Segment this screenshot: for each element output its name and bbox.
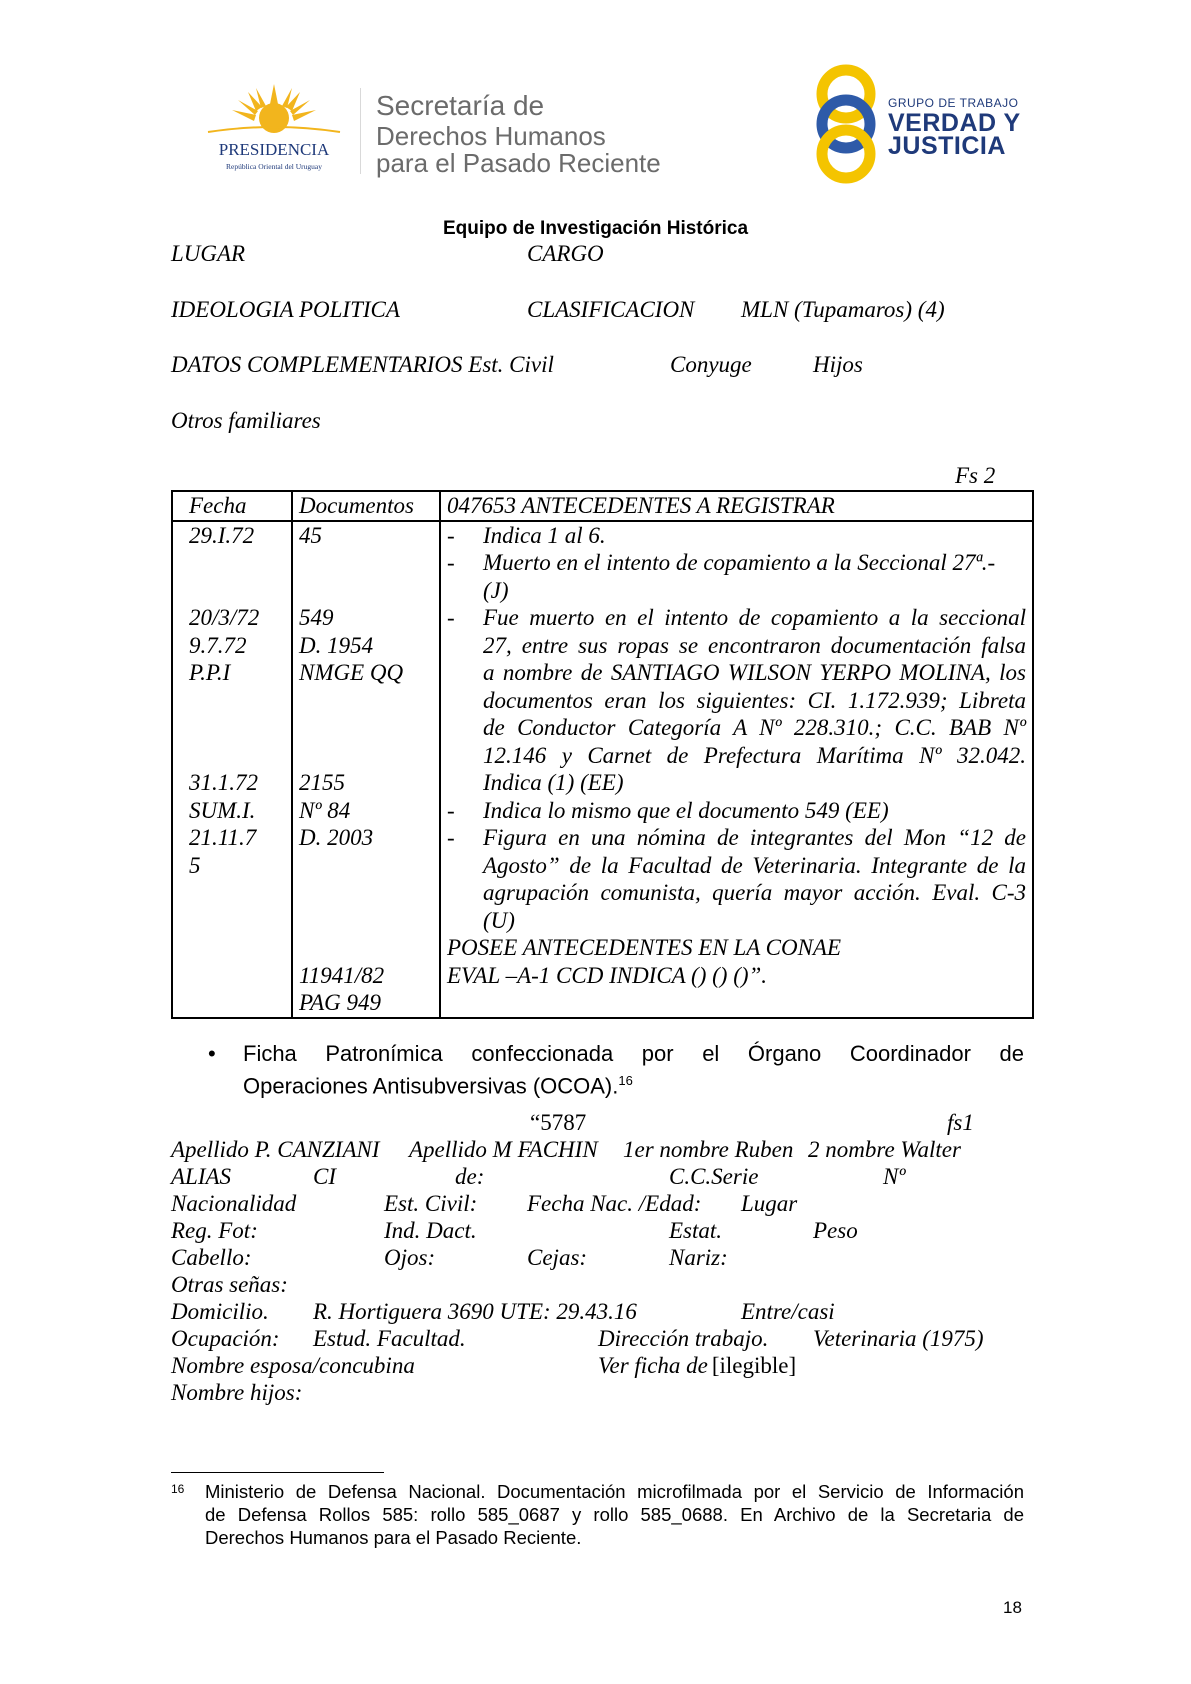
fecha-line: 9.7.72 bbox=[189, 632, 247, 658]
doc-line: 45 bbox=[299, 522, 322, 548]
field-conyuge: Conyuge bbox=[670, 352, 752, 377]
ficha-cejas: Cejas: bbox=[527, 1245, 588, 1270]
header-fecha: Fecha bbox=[172, 491, 292, 521]
footnote-ref: 16 bbox=[618, 1073, 633, 1088]
footnote-number: 16 bbox=[171, 1482, 185, 1496]
footnote-line: Derechos Humanos para el Pasado Reciente. bbox=[205, 1527, 582, 1548]
team-title: Equipo de Investigación Histórica bbox=[442, 218, 749, 239]
doc-line: Nº 84 bbox=[299, 797, 351, 823]
fecha-line: 21.11.7 bbox=[189, 825, 257, 850]
ficha-estat: Estat. bbox=[669, 1218, 723, 1243]
antecedente-entry: - Muerto en el intento de copamiento a la Seccional 27ª.- (J) bbox=[447, 550, 996, 603]
ficha-direccion: Dirección trabajo. bbox=[598, 1326, 769, 1351]
bullet-line-2: Operaciones Antisubversivas (OCOA). bbox=[243, 1073, 619, 1099]
header-antecedentes: 047653 ANTECEDENTES A REGISTRAR bbox=[440, 491, 1033, 521]
fecha-line: P.P.I bbox=[189, 660, 231, 685]
ficha-peso: Peso bbox=[813, 1218, 858, 1243]
ficha-ocupacion-value: Estud. Facultad. bbox=[313, 1326, 466, 1351]
ficha-otras-senas: Otras señas: bbox=[171, 1272, 288, 1297]
ficha-alias: ALIAS bbox=[171, 1164, 232, 1189]
ficha-cc-serie: C.C.Serie bbox=[669, 1164, 759, 1189]
ficha-cabello: Cabello: bbox=[171, 1245, 252, 1270]
ficha-ci: CI bbox=[313, 1164, 336, 1189]
ficha-apellido-p: Apellido P. CANZIANI bbox=[171, 1137, 380, 1162]
trailing-line: POSEE ANTECEDENTES EN LA CONAE bbox=[447, 935, 842, 960]
ficha-apellido-m: Apellido M FACHIN bbox=[409, 1137, 598, 1162]
doc-line: D. 1954 bbox=[299, 632, 374, 658]
ficha-number: “5787 bbox=[530, 1110, 587, 1135]
table-header-row bbox=[172, 491, 1033, 521]
ficha-domicilio-value: R. Hortiguera 3690 UTE: 29.43.16 bbox=[313, 1299, 637, 1324]
documentos-cell bbox=[292, 521, 440, 1018]
ficha-ocupacion: Ocupación: bbox=[171, 1326, 280, 1351]
sun-emblem-icon bbox=[196, 82, 352, 142]
table-row bbox=[172, 521, 1033, 1018]
bullet-symbol: • bbox=[208, 1041, 216, 1066]
doc-line: PAG 949 bbox=[299, 990, 381, 1015]
antecedentes-cell bbox=[440, 521, 1033, 1018]
fecha-cell bbox=[172, 521, 292, 1018]
doc-line: 549 bbox=[299, 605, 334, 630]
field-lugar: LUGAR bbox=[171, 241, 246, 266]
org-name-line-2: Derechos Humanos bbox=[376, 121, 606, 151]
doc-line: 11941/82 bbox=[299, 962, 385, 988]
ficha-domicilio: Domicilio. bbox=[171, 1299, 269, 1324]
ficha-nombre2: 2 nombre Walter bbox=[808, 1137, 961, 1162]
antecedente-entry: - Indica lo mismo que el documento 549 (EE) bbox=[447, 797, 889, 823]
antecedente-entry: - Figura en una nómina de integrantes del Mon “12 de Agosto” de la Facultad de Veterinaria. Integrante de la agrupación comunista, quería mayor acción. Eval. C-3 (U) bbox=[447, 825, 1026, 933]
page-number: 18 bbox=[1003, 1598, 1022, 1617]
fecha-line: 20/3/72 bbox=[189, 605, 260, 630]
ficha-esposa: Nombre esposa/concubina bbox=[171, 1353, 415, 1378]
ficha-reg-fot: Reg. Fot: bbox=[171, 1218, 258, 1243]
antecedentes-table bbox=[171, 490, 1034, 1019]
field-ideologia: IDEOLOGIA POLITICA bbox=[171, 297, 400, 322]
org-name-line-1: Secretaría de bbox=[376, 90, 545, 121]
verdad-justicia-rings-icon bbox=[810, 62, 882, 186]
ficha-ind-dact: Ind. Dact. bbox=[384, 1218, 477, 1243]
presidencia-logo-text: PRESIDENCIA bbox=[218, 140, 330, 159]
fecha-line: 29.I.72 bbox=[189, 522, 255, 548]
header-documentos: Documentos bbox=[292, 491, 440, 521]
header-divider bbox=[360, 88, 361, 174]
presidencia-logo-subtext: República Oriental del Uruguay bbox=[225, 162, 322, 171]
ficha-ver-ficha-line bbox=[598, 1353, 796, 1379]
ficha-entre: Entre/casi bbox=[741, 1299, 835, 1324]
ficha-lugar: Lugar bbox=[741, 1191, 798, 1216]
doc-line: D. 2003 bbox=[299, 825, 374, 850]
ficha-ilegible: [ilegible] bbox=[711, 1353, 797, 1378]
doc-line: NMGE QQ bbox=[299, 660, 404, 685]
ficha-nariz: Nariz: bbox=[669, 1245, 728, 1270]
footnote-line: de Defensa Rollos 585: rollo 585_0687 y rollo 585_0688. En Archivo de la Secretaria de bbox=[205, 1504, 1024, 1525]
ficha-hijos: Nombre hijos: bbox=[171, 1380, 303, 1405]
ficha-no: Nº bbox=[883, 1164, 906, 1189]
ficha-ojos: Ojos: bbox=[384, 1245, 436, 1270]
trailing-line: EVAL –A-1 CCD INDICA () () ()”. bbox=[447, 962, 768, 988]
ficha-fs: fs1 bbox=[947, 1110, 974, 1135]
ficha-de: de: bbox=[455, 1164, 485, 1189]
field-clasificacion: CLASIFICACION bbox=[527, 297, 695, 322]
doc-line: 2155 bbox=[299, 770, 345, 795]
bullet-line-1: Ficha Patronímica confeccionada por el Órgano Coordinador de bbox=[243, 1041, 1024, 1066]
footnote-line: Ministerio de Defensa Nacional. Documentación microfilmada por el Servicio de Información bbox=[205, 1481, 1024, 1502]
ficha-est-civil: Est. Civil: bbox=[384, 1191, 478, 1216]
org-name-line-3: para el Pasado Reciente bbox=[376, 148, 661, 178]
ficha-ver-ficha: Ver ficha de bbox=[598, 1353, 708, 1378]
ficha-nacionalidad: Nacionalidad bbox=[171, 1191, 297, 1216]
vj-small-text: GRUPO DE TRABAJO bbox=[888, 96, 1019, 110]
vj-line-1: VERDAD Y bbox=[888, 109, 1021, 137]
ficha-direccion-value: Veterinaria (1975) bbox=[813, 1326, 984, 1351]
ficha-fecha-nac: Fecha Nac. /Edad: bbox=[527, 1191, 702, 1216]
field-clasificacion-value: MLN (Tupamaros) (4) bbox=[741, 297, 945, 322]
antecedente-entry: - Fue muerto en el intento de copamiento a la seccional 27, entre sus ropas se encontraron documentación falsa a nombre de SANTIAGO WILSON YERPO MOLINA, los documentos eran los siguientes: CI. 1.172.939; Libreta de Conductor Categoría A Nº 228.310.; C.C. BAB Nº 12.146 y Carnet de Prefectura Marítima Nº 32.042. Indica (1) (EE) bbox=[447, 605, 1026, 795]
field-otros: Otros familiares bbox=[171, 408, 321, 433]
field-datos: DATOS COMPLEMENTARIOS Est. Civil bbox=[171, 352, 554, 377]
fs-label: Fs 2 bbox=[955, 463, 996, 488]
field-hijos: Hijos bbox=[813, 352, 863, 377]
fecha-line: 31.1.72 bbox=[189, 770, 258, 795]
vj-line-2: JUSTICIA bbox=[888, 132, 1006, 160]
fecha-line: 5 bbox=[189, 852, 201, 878]
antecedente-entry: - Indica 1 al 6. bbox=[447, 522, 606, 548]
field-cargo: CARGO bbox=[527, 241, 604, 266]
presidencia-logo bbox=[196, 82, 352, 174]
fecha-line: SUM.I. bbox=[189, 797, 256, 823]
ficha-nombre1: 1er nombre Ruben bbox=[623, 1137, 794, 1162]
footnote-divider bbox=[171, 1472, 384, 1473]
